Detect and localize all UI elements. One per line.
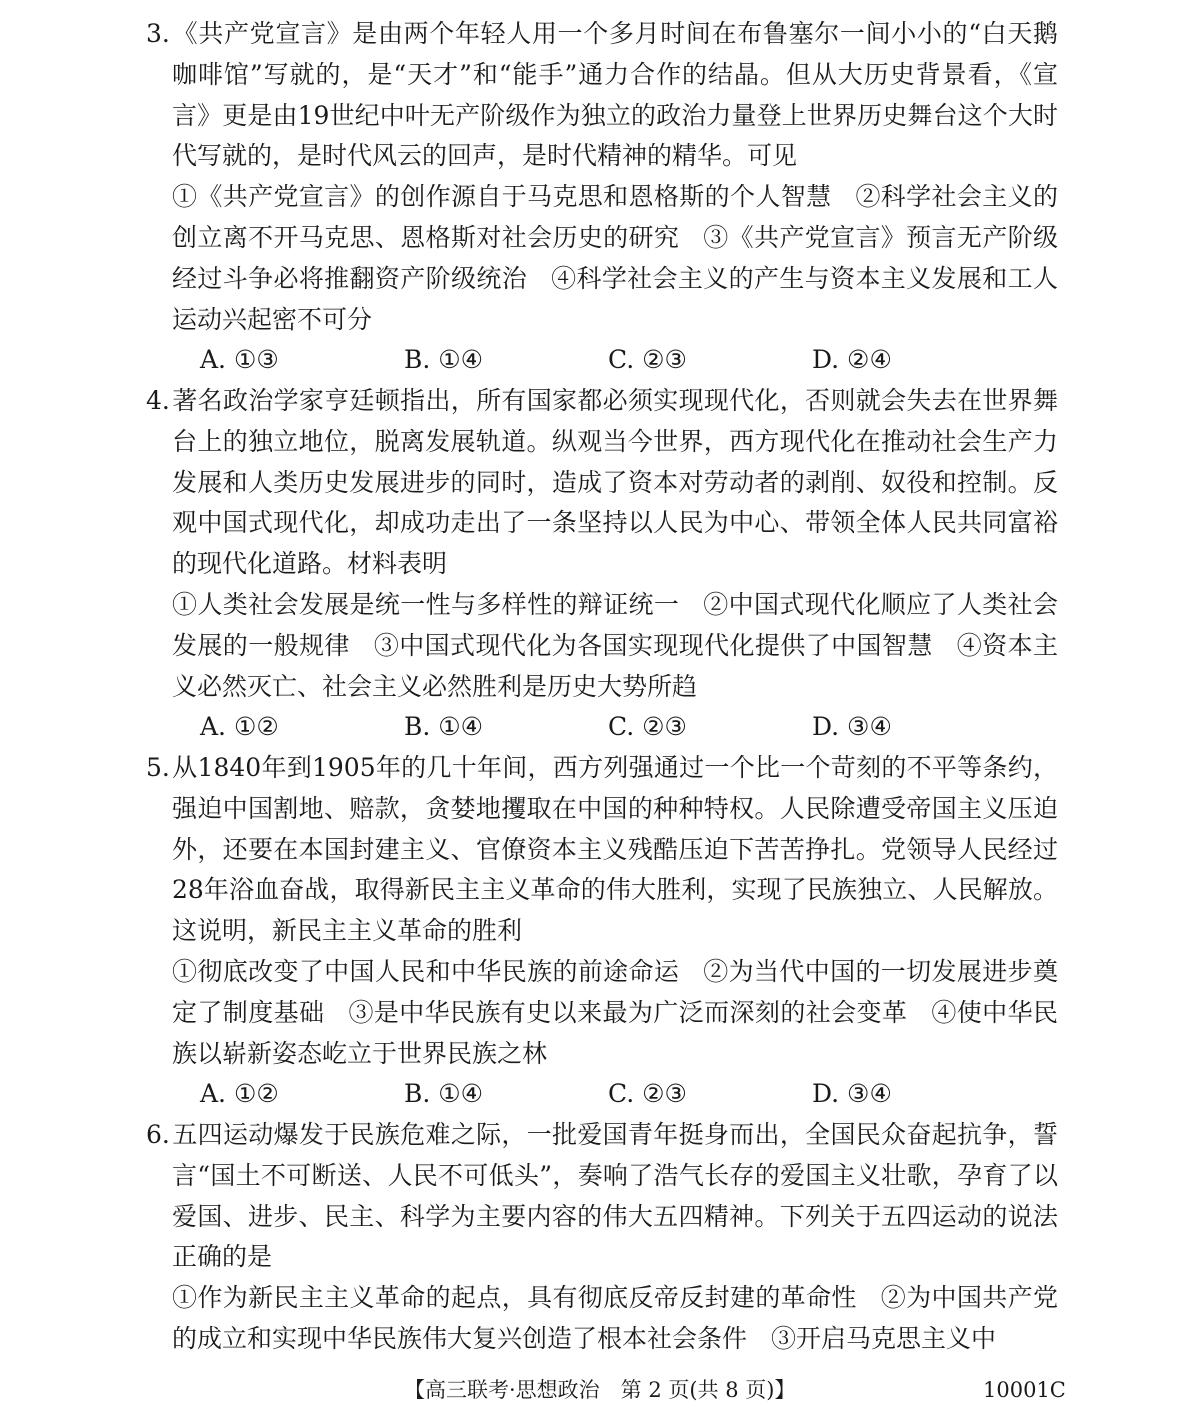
choice-d: D. ②④ (812, 345, 892, 375)
statement-2: ②科学社会主义的创立离不开马克思、恩格斯对社会历史的研究 (172, 182, 1058, 252)
footer-code: 10001C (983, 1378, 1066, 1402)
question-stem (146, 748, 1058, 952)
answer-choices (146, 340, 1058, 381)
question-number: 6. (146, 1120, 170, 1149)
choice-c: C. ②③ (608, 1079, 687, 1109)
question-6 (146, 1115, 1058, 1360)
statement-1: ①彻底改变了中国人民和中华民族的前途命运 (172, 956, 680, 986)
question-stem-text: 著名政治学家亨廷顿指出，所有国家都必须实现现代化，否则就会失去在世界舞台上的独立地位，脱离发展轨道。纵观当今世界，西方现代化在推动社会生产力发展和人类历史发展进步的同时，造成了资本对劳动者的剥削、奴役和控制。反观中国式现代化，却成功走出了一条坚持以人民为中心、带领全体人民共同富裕的现代化道路。材料表明 (172, 386, 1058, 579)
answer-choices (146, 707, 1058, 748)
question-number: 3. (146, 19, 170, 48)
option-statements (146, 1278, 1058, 1360)
question-stem (146, 381, 1058, 585)
statement-1: ①《共产党宣言》的创作源自于马克思和恩格斯的个人智慧 (172, 182, 832, 212)
statement-4: ④科学社会主义的产生与资本主义发展和工人运动兴起密不可分 (172, 263, 1058, 334)
choice-b: B. ①④ (404, 712, 484, 742)
choice-d: D. ③④ (812, 1079, 892, 1109)
statement-3: ③开启马克思主义中 (771, 1323, 997, 1353)
choice-d: D. ③④ (812, 712, 892, 742)
statement-3: ③中国式现代化为各国实现现代化提供了中国智慧 (373, 630, 933, 660)
question-5 (146, 748, 1058, 1115)
question-stem-text: 五四运动爆发于民族危难之际，一批爱国青年挺身而出，全国民众奋起抗争，誓言“国土不可断送、人民不可低头”，奏响了浩气长存的爱国主义壮歌，孕育了以爱国、进步、民主、科学为主要内容的伟大五四精神。下列关于五四运动的说法正确的是 (172, 1120, 1058, 1272)
statement-4: ④资本主义必然灭亡、社会主义必然胜利是历史大势所趋 (172, 630, 1058, 701)
question-stem-text: 《共产党宣言》是由两个年轻人用一个多月时间在布鲁塞尔一间小小的“白天鹅咖啡馆”写就的，是“天才”和“能手”通力合作的结晶。但从大历史背景看，《宣言》更是由19世纪中叶无产阶级作为独立的政治力量登上世界历史舞台这个大时代写就的，是时代风云的回声，是时代精神的精华。可见 (172, 19, 1058, 171)
choice-a: A. ①② (200, 1079, 279, 1109)
option-statements (146, 177, 1058, 340)
choice-b: B. ①④ (404, 345, 484, 375)
question-stem (146, 14, 1058, 177)
statement-1: ①人类社会发展是统一性与多样性的辩证统一 (172, 589, 680, 619)
statement-3: ③《共产党宣言》预言无产阶级经过斗争必将推翻资产阶级统治 (172, 222, 1058, 293)
option-statements (146, 952, 1058, 1074)
question-3 (146, 14, 1058, 381)
statement-3: ③是中华民族有史以来最为广泛而深刻的社会变革 (348, 997, 908, 1027)
question-stem-text: 从1840年到1905年的几十年间，西方列强通过一个比一个苛刻的不平等条约，强迫中国割地、赔款，贪婪地攫取在中国的种种特权。人民除遭受帝国主义压迫外，还要在本国封建主义、官僚资本主义残酷压迫下苦苦挣扎。党领导人民经过28年浴血奋战，取得新民主主义革命的伟大胜利，实现了民族独立、人民解放。这说明，新民主主义革命的胜利 (172, 753, 1058, 946)
question-number: 4. (146, 386, 170, 415)
choice-c: C. ②③ (608, 712, 687, 742)
option-statements (146, 585, 1058, 707)
answer-choices (146, 1074, 1058, 1115)
question-number: 5. (146, 753, 170, 782)
choice-b: B. ①④ (404, 1079, 484, 1109)
question-4 (146, 381, 1058, 748)
question-stem (146, 1115, 1058, 1278)
statement-4: ④使中华民族以崭新姿态屹立于世界民族之林 (172, 997, 1058, 1068)
statement-1: ①作为新民主主义革命的起点，具有彻底反帝反封建的革命性 (172, 1283, 857, 1313)
choice-c: C. ②③ (608, 345, 687, 375)
choice-a: A. ①③ (200, 345, 279, 375)
footer-exam-title: 【高三联考·思想政治 第 2 页(共 8 页)】 (404, 1378, 796, 1402)
statement-2: ②为中国共产党的成立和实现中华民族伟大复兴创造了根本社会条件 (172, 1283, 1058, 1353)
statement-2: ②中国式现代化顺应了人类社会发展的一般规律 (172, 589, 1058, 660)
choice-a: A. ①② (200, 712, 279, 742)
statement-2: ②为当代中国的一切发展进步奠定了制度基础 (172, 956, 1058, 1027)
